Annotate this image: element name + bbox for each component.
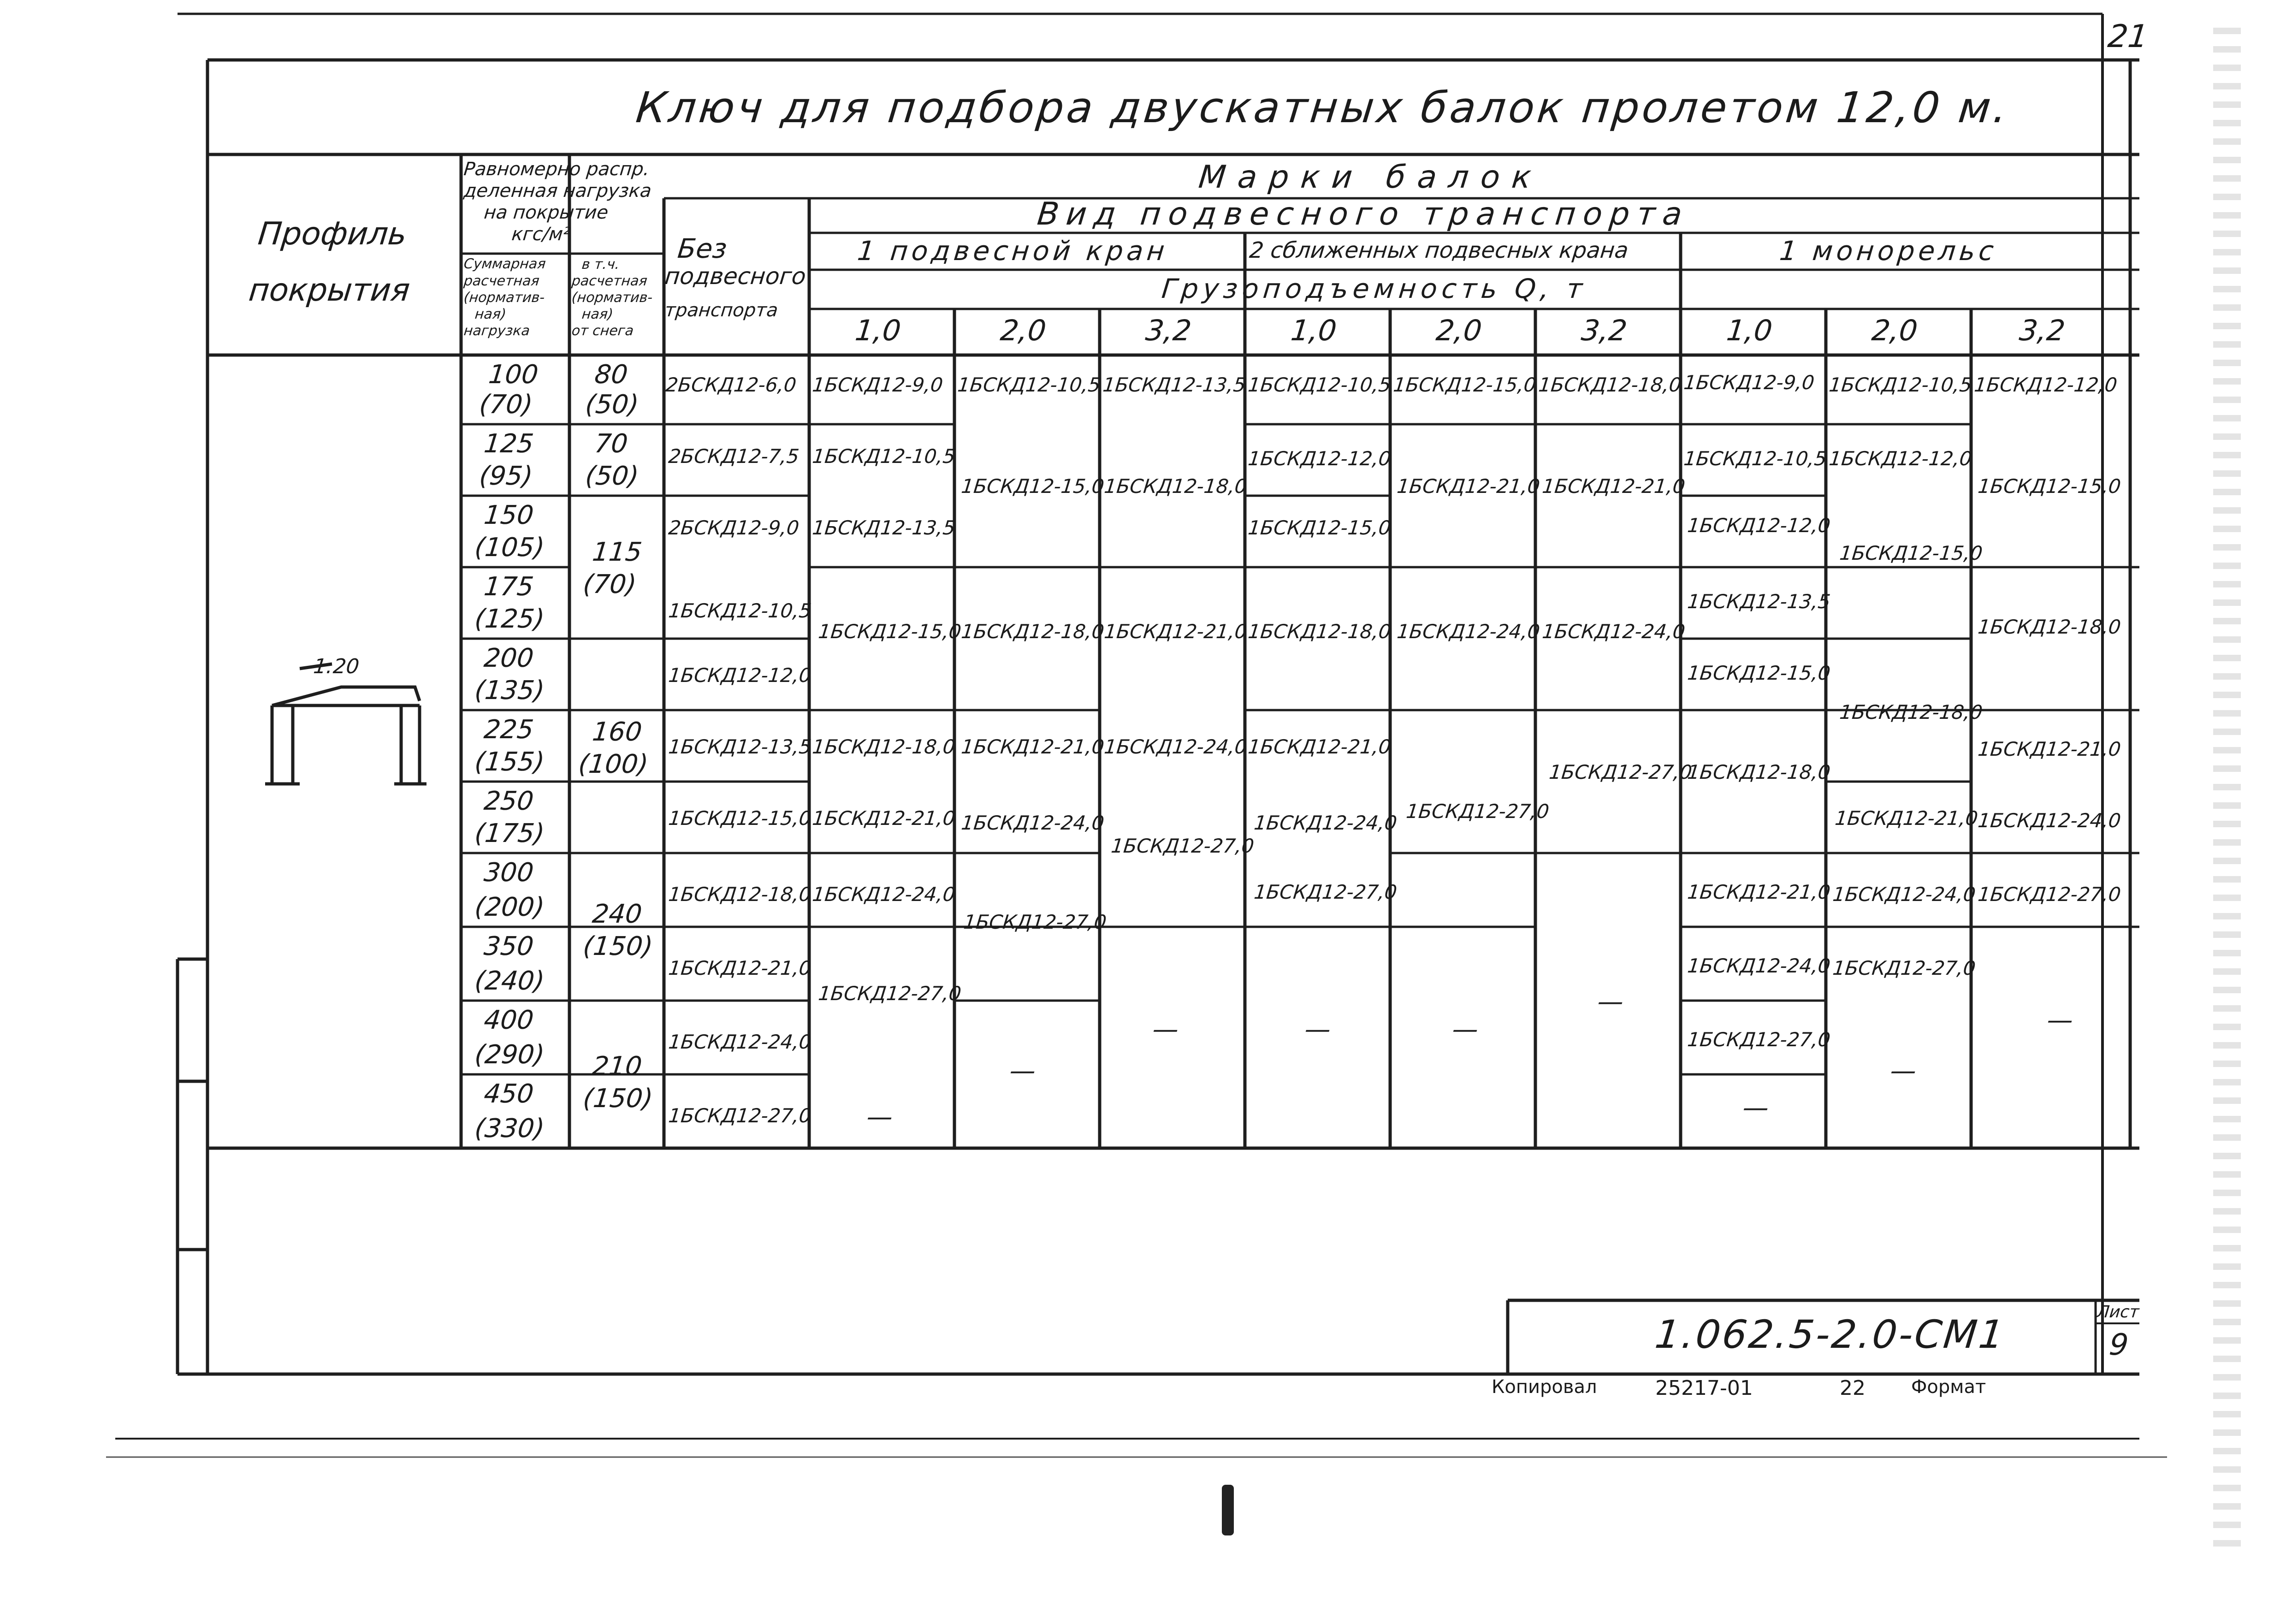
row-4-total-n: (125): [473, 604, 546, 634]
c2-mark-6: 1БСКД12-27,0: [962, 911, 1108, 933]
load-incl-line-3: (норматив-: [571, 290, 654, 306]
no-transport-header-1: Без: [676, 233, 728, 264]
snow-group-2: 160: [591, 717, 644, 747]
capacity-col-4: 1,0: [1289, 314, 1338, 347]
capacity-col-9: 3,2: [2018, 314, 2067, 347]
row-11-total: 450: [482, 1079, 535, 1109]
c5-mark-1: 1БСКД12-15,0: [1392, 373, 1538, 396]
c4-mark-3: 1БСКД12-15,0: [1247, 516, 1392, 539]
c5-mark-4: 1БСКД12-27,0: [1405, 800, 1551, 823]
c7-mark-9: 1БСКД12-27,0: [1686, 1028, 1832, 1051]
capacity-col-3: 3,2: [1144, 314, 1193, 347]
load-total-line-3: (норматив-: [463, 290, 546, 306]
snow-group-4-n: (150): [581, 1084, 655, 1114]
c7-mark-6: 1БСКД12-18,0: [1686, 761, 1832, 783]
snow-group-2-n: (100): [577, 749, 650, 779]
footer-copied: Копировал: [1492, 1376, 1597, 1398]
row-10-total-n: (290): [473, 1040, 546, 1070]
c5-mark-5: —: [1451, 1014, 1480, 1044]
no-transport-row-1: 2БСКД12-6,0: [664, 373, 798, 396]
c9-mark-6: 1БСКД12-27,0: [1977, 883, 2122, 906]
c9-mark-2: 1БСКД12-15,0: [1977, 475, 2122, 498]
c1-mark-9: —: [865, 1102, 894, 1132]
c8-mark-5: 1БСКД12-21,0: [1834, 807, 1979, 830]
row-8-total: 300: [482, 858, 535, 888]
row-8-total-n: (200): [473, 892, 546, 922]
c1-mark-5: 1БСКД12-18,0: [811, 735, 957, 758]
load-incl-line-4: ная): [581, 306, 614, 322]
c4-mark-8: —: [1303, 1014, 1333, 1044]
c2-mark-2: 1БСКД12-15,0: [960, 475, 1106, 498]
row-2-snow: 70: [593, 429, 629, 459]
capacity-col-5: 2,0: [1434, 314, 1484, 347]
c3-mark-5: 1БСКД12-27,0: [1110, 835, 1256, 857]
load-group-line-1: Равномерно распр.: [462, 159, 651, 180]
c4-mark-6: 1БСКД12-24,0: [1253, 812, 1398, 834]
c7-mark-5: 1БСКД12-15,0: [1686, 662, 1832, 684]
document-code: 1.062.5-2.0-СМ1: [1652, 1312, 2008, 1357]
c2-mark-7: —: [1008, 1056, 1037, 1086]
c3-mark-4: 1БСКД12-24,0: [1103, 735, 1249, 758]
load-group-line-3: на покрытие: [483, 202, 610, 223]
c9-mark-1: 1БСКД12-12,0: [1973, 373, 2119, 396]
capacity-col-6: 3,2: [1580, 314, 1629, 347]
c4-mark-1: 1БСКД12-10,5: [1247, 373, 1392, 396]
no-transport-header-2: подвесного: [663, 263, 807, 290]
c7-mark-3: 1БСКД12-12,0: [1686, 514, 1832, 537]
load-incl-line-5: от снега: [571, 323, 634, 339]
c1-mark-3: 1БСКД12-13,5: [811, 516, 957, 539]
c7-mark-1: 1БСКД12-9,0: [1682, 371, 1816, 394]
c3-mark-3: 1БСКД12-21,0: [1103, 620, 1249, 643]
row-11-total-n: (330): [473, 1114, 546, 1144]
row-2-total: 125: [482, 429, 535, 459]
row-9-total-n: (240): [473, 966, 546, 996]
row-9-total: 350: [482, 931, 535, 961]
capacity-col-8: 2,0: [1870, 314, 1919, 347]
row-1-total-n: (70): [478, 390, 534, 420]
scan-mark: [1222, 1485, 1234, 1535]
load-total-line-2: расчетная: [463, 273, 540, 289]
c8-mark-2: 1БСКД12-12,0: [1828, 447, 1973, 470]
c8-mark-8: —: [1889, 1056, 1918, 1086]
snow-group-3-n: (150): [581, 931, 655, 961]
load-group-line-4: кгс/м²: [510, 224, 572, 245]
snow-group-4: 210: [591, 1051, 644, 1081]
row-2-snow-n: (50): [584, 461, 640, 491]
row-4-total: 175: [482, 572, 535, 602]
crane-1-header: 1 подвесной кран: [856, 235, 1170, 267]
page-title: Ключ для подбора двускатных балок пролетом 12,0 м.: [634, 83, 2013, 132]
row-5-total: 200: [482, 643, 535, 673]
c9-mark-5: 1БСКД12-24,0: [1977, 809, 2122, 832]
row-5-total-n: (135): [473, 676, 546, 705]
no-transport-row-7: 1БСКД12-15,0: [667, 807, 813, 830]
no-transport-row-6: 1БСКД12-13,5: [667, 735, 813, 758]
c8-mark-1: 1БСКД12-10,5: [1828, 373, 1973, 396]
row-7-total-n: (175): [473, 818, 546, 848]
load-incl-line-1: в т.ч.: [581, 256, 621, 273]
capacity-col-7: 1,0: [1725, 314, 1774, 347]
c5-mark-2: 1БСКД12-21,0: [1396, 475, 1541, 498]
c5-mark-3: 1БСКД12-24,0: [1396, 620, 1541, 643]
c1-mark-6: 1БСКД12-21,0: [811, 807, 957, 830]
c8-mark-6: 1БСКД12-24,0: [1831, 883, 1977, 906]
row-1-snow: 80: [593, 360, 629, 390]
c9-mark-7: —: [2045, 1005, 2075, 1035]
profile-header-2: покрытия: [247, 272, 412, 308]
profile-header: Профиль: [256, 216, 409, 252]
load-group-line-2: деленная нагрузка: [462, 180, 653, 202]
no-transport-row-4: 1БСКД12-10,5: [667, 599, 813, 622]
c7-mark-4: 1БСКД12-13,5: [1686, 590, 1832, 613]
snow-group-1: 115: [591, 537, 644, 567]
c3-mark-2: 1БСКД12-18,0: [1103, 475, 1249, 498]
c1-mark-1: 1БСКД12-9,0: [811, 373, 944, 396]
c1-mark-8: 1БСКД12-27,0: [817, 982, 963, 1005]
c1-mark-7: 1БСКД12-24,0: [811, 883, 957, 906]
row-10-total: 400: [482, 1005, 535, 1035]
c6-mark-1: 1БСКД12-18,0: [1537, 373, 1683, 396]
sheet-number: 9: [2108, 1328, 2130, 1362]
row-1-snow-n: (50): [584, 390, 640, 420]
c6-mark-4: 1БСКД12-27,0: [1548, 761, 1694, 783]
profile-slope-label: 1:20: [312, 655, 361, 678]
no-transport-row-2: 2БСКД12-7,5: [667, 445, 800, 468]
footer-order: 25217-01: [1655, 1376, 1753, 1400]
capacity-header: Грузоподъемность Q, т: [1160, 273, 1589, 304]
c4-mark-4: 1БСКД12-18,0: [1247, 620, 1392, 643]
c1-mark-4: 1БСКД12-15,0: [817, 620, 963, 643]
row-2-total-n: (95): [478, 461, 534, 491]
c4-mark-2: 1БСКД12-12,0: [1247, 447, 1392, 470]
crane-2-header: 2 сближенных подвесных крана: [1248, 237, 1630, 263]
c2-mark-4: 1БСКД12-21,0: [960, 735, 1106, 758]
c8-mark-7: 1БСКД12-27,0: [1831, 957, 1977, 979]
c7-mark-8: 1БСКД12-24,0: [1686, 954, 1832, 977]
page-number: 21: [2106, 18, 2150, 55]
c6-mark-5: —: [1596, 987, 1625, 1017]
c2-mark-1: 1БСКД12-10,5: [956, 373, 1102, 396]
c2-mark-5: 1БСКД12-24,0: [960, 812, 1106, 834]
beam-marks-header: Марки балок: [1196, 159, 1545, 196]
load-total-line-4: ная): [474, 306, 507, 322]
scan-edge-noise: [2213, 28, 2241, 1549]
row-3-total: 150: [482, 500, 535, 530]
c3-mark-1: 1БСКД12-13,5: [1102, 373, 1247, 396]
capacity-col-1: 1,0: [853, 314, 903, 347]
no-transport-row-9: 1БСКД12-21,0: [667, 957, 813, 979]
snow-group-1-n: (70): [581, 569, 638, 599]
c3-mark-6: —: [1151, 1014, 1180, 1044]
c6-mark-2: 1БСКД12-21,0: [1541, 475, 1687, 498]
c7-mark-2: 1БСКД12-10,5: [1682, 447, 1828, 470]
row-1-total: 100: [487, 360, 540, 390]
row-6-total-n: (155): [473, 747, 546, 777]
load-total-line-5: нагрузка: [463, 323, 531, 339]
footer-format: Формат: [1911, 1376, 1986, 1398]
row-7-total: 250: [482, 786, 535, 816]
c7-mark-10: —: [1741, 1093, 1771, 1123]
no-transport-row-8: 1БСКД12-18,0: [667, 883, 813, 906]
c6-mark-3: 1БСКД12-24,0: [1541, 620, 1687, 643]
row-3-total-n: (105): [473, 533, 546, 563]
profile-sketch: [265, 664, 426, 784]
footer-number: 22: [1840, 1376, 1866, 1400]
no-transport-row-11: 1БСКД12-27,0: [667, 1104, 813, 1127]
c7-mark-7: 1БСКД12-21,0: [1686, 881, 1832, 903]
row-6-total: 225: [482, 715, 535, 745]
no-transport-header-3: транспорта: [663, 300, 779, 321]
transport-type-header: Вид подвесного транспорта: [1035, 196, 1691, 232]
c8-mark-3: 1БСКД12-15,0: [1838, 542, 1984, 564]
c9-mark-4: 1БСКД12-21,0: [1977, 738, 2122, 760]
c8-mark-4: 1БСКД12-18,0: [1838, 701, 1984, 723]
capacity-col-2: 2,0: [999, 314, 1048, 347]
no-transport-row-5: 1БСКД12-12,0: [667, 664, 813, 687]
c4-mark-7: 1БСКД12-27,0: [1253, 881, 1398, 903]
no-transport-row-10: 1БСКД12-24,0: [667, 1031, 813, 1053]
load-incl-line-2: расчетная: [571, 273, 648, 289]
snow-group-3: 240: [591, 899, 644, 929]
c1-mark-2: 1БСКД12-10,5: [811, 445, 957, 468]
no-transport-row-3: 2БСКД12-9,0: [667, 516, 800, 539]
load-total-line-1: Суммарная: [463, 256, 547, 272]
c4-mark-5: 1БСКД12-21,0: [1247, 735, 1392, 758]
monorail-header: 1 монорельс: [1778, 235, 1999, 267]
c2-mark-3: 1БСКД12-18,0: [960, 620, 1106, 643]
c9-mark-3: 1БСКД12-18,0: [1977, 616, 2122, 638]
sheet-label: Лист: [2096, 1303, 2140, 1322]
